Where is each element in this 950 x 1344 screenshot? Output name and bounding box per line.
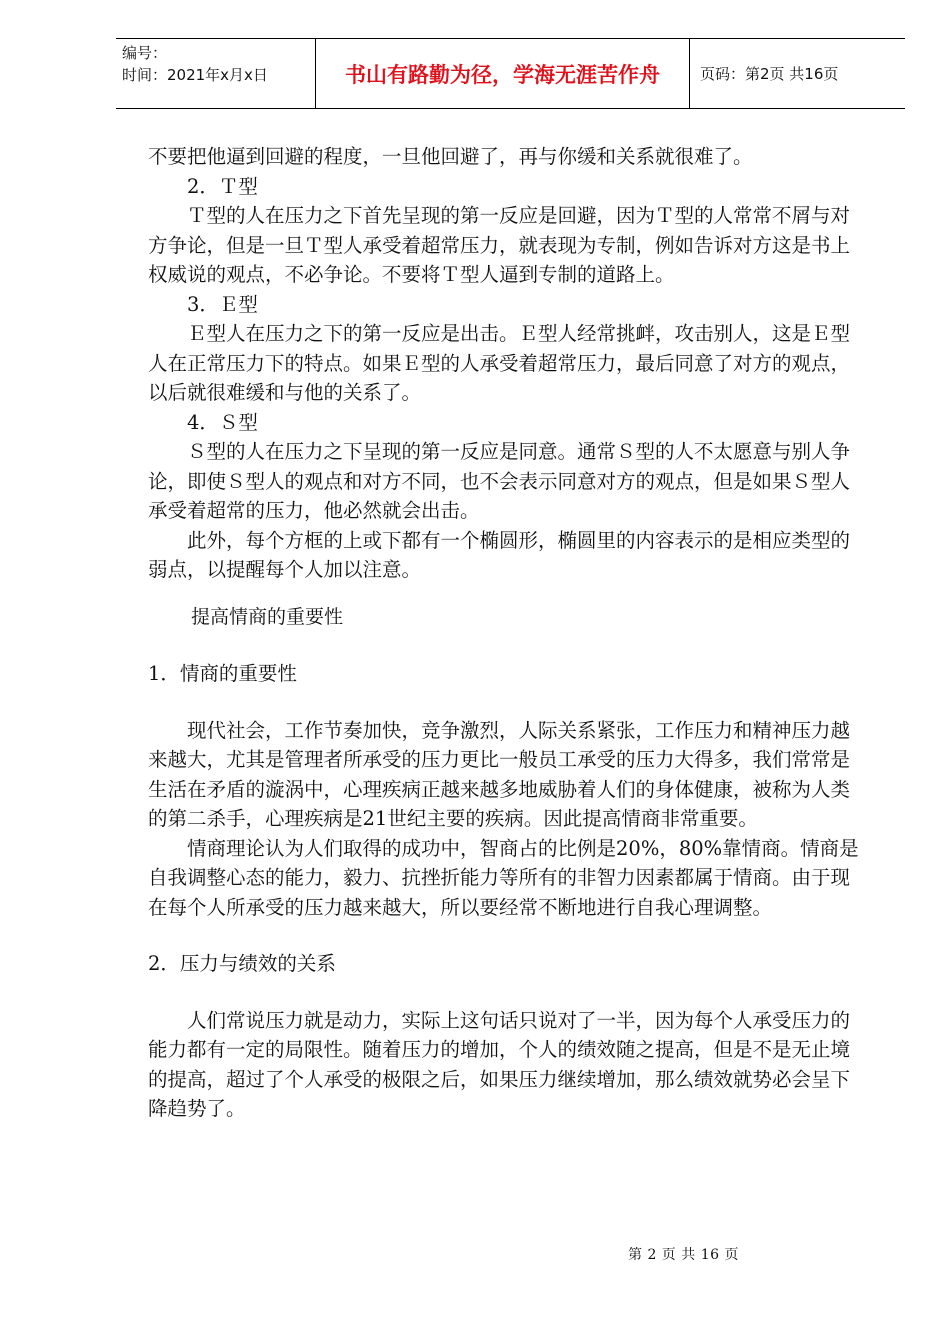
document-body: [148, 142, 864, 1124]
header-page-label: 页码：第2页 共16页: [700, 65, 839, 83]
header-meta: [116, 39, 316, 108]
document-time-label: 时间：2021年x月x日: [122, 66, 268, 84]
item-heading-t-type: 2．Ｔ型: [187, 174, 258, 198]
paragraph-eq-theory: 情商理论认为人们取得的成功中，智商占的比例是20%，80%靠情商。情商是自我调整心态的能力，毅力、抗挫折能力等所有的非智力因素都属于情商。由于现在每个人所承受的压力越来越大，所以要经常不断地进行自我心理调整。: [148, 836, 859, 919]
page-header: [116, 38, 905, 109]
page-footer: 第 2 页 共 16 页: [628, 1247, 739, 1263]
paragraph-e-type: Ｅ型人在压力之下的第一反应是出击。Ｅ型人经常挑衅，攻击别人，这是Ｅ型人在正常压力下的特点。如果Ｅ型的人承受着超常压力，最后同意了对方的观点，以后就很难缓和与他的关系了。: [148, 322, 851, 404]
document-number-label: 编号：: [122, 44, 168, 62]
subsection-title-pressure: 2．压力与绩效的关系: [148, 952, 336, 975]
paragraph-t-type: Ｔ型的人在压力之下首先呈现的第一反应是回避，因为Ｔ型的人常常不屑与对方争论，但是一旦Ｔ型人承受着超常压力，就表现为专制，例如告诉对方这是书上权威说的观点，不必争论。不要将Ｔ型人逼到专制的道路上。: [148, 204, 851, 286]
paragraph-eq-importance: 现代社会，工作节奏加快，竞争激烈，人际关系紧张，工作压力和精神压力越来越大，尤其是管理者所承受的压力更比一般员工承受的压力大得多，我们常常是生活在矛盾的漩涡中，心理疾病正越来越多地威胁着人们的身体健康，被称为人类的第二杀手，心理疾病是21世纪主要的疾病。因此提高情商非常重要。: [148, 718, 851, 830]
header-motto: 书山有路勤为径，学海无涯苦作舟: [316, 39, 690, 108]
section-title: 提高情商的重要性: [191, 605, 344, 628]
item-heading-e-type: 3．Ｅ型: [187, 292, 258, 316]
paragraph-ellipse-note: 此外，每个方框的上或下都有一个椭圆形，椭圆里的内容表示的是相应类型的弱点，以提醒每个人加以注意。: [148, 528, 851, 581]
paragraph-pressure-performance: 人们常说压力就是动力，实际上这句话只说对了一半，因为每个人承受压力的能力都有一定的局限性。随着压力的增加，个人的绩效随之提高，但是不是无止境的提高，超过了个人承受的极限之后，如果压力继续增加，那么绩效就势必会呈下降趋势了。: [148, 1008, 851, 1120]
paragraph-s-type: Ｓ型的人在压力之下呈现的第一反应是同意。通常Ｓ型的人不太愿意与别人争论，即使Ｓ型人的观点和对方不同，也不会表示同意对方的观点，但是如果Ｓ型人承受着超常的压力，他必然就会出击。: [148, 440, 851, 522]
subsection-title-eq: 1．情商的重要性: [148, 662, 297, 685]
paragraph-continuation: 不要把他逼到回避的程度，一旦他回避了，再与你缓和关系就很难了。: [148, 145, 753, 168]
item-heading-s-type: 4．Ｓ型: [187, 410, 258, 434]
